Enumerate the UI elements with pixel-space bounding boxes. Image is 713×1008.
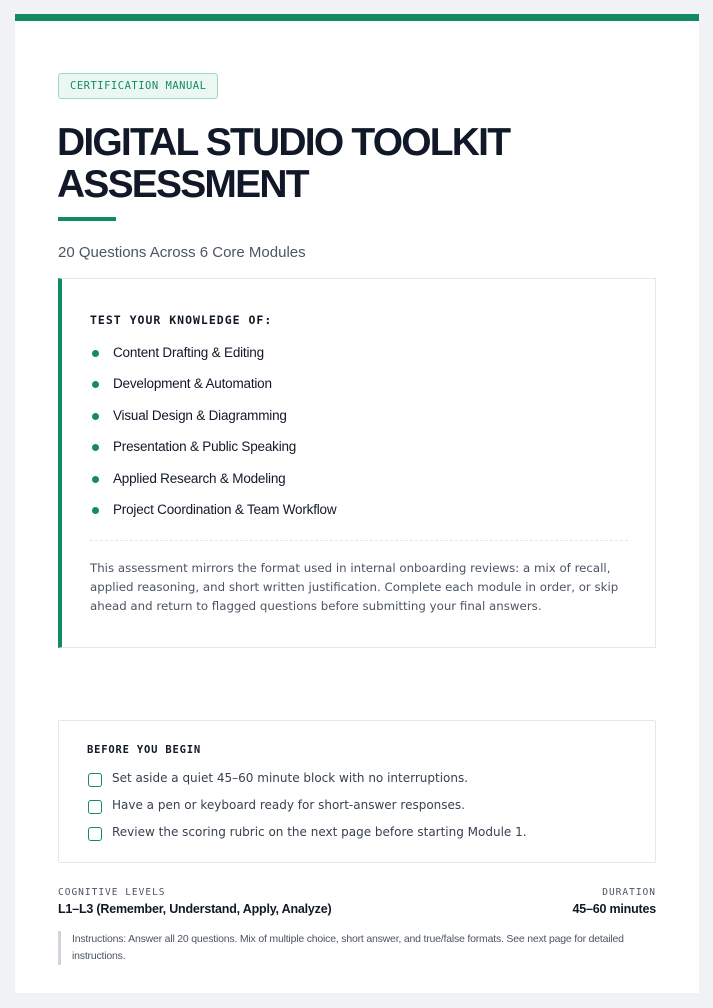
checkbox-icon[interactable] <box>88 773 102 787</box>
duration-value: 45–60 minutes <box>572 902 656 916</box>
checkbox-icon[interactable] <box>88 800 102 814</box>
knowledge-item-label: Development & Automation <box>113 376 272 392</box>
knowledge-item-label: Applied Research & Modeling <box>113 470 286 486</box>
cognitive-levels-value: L1–L3 (Remember, Understand, Apply, Analyze) <box>58 902 332 916</box>
top-accent-bar <box>15 14 699 21</box>
knowledge-item-label: Content Drafting & Editing <box>113 345 264 360</box>
title-underline <box>58 217 116 221</box>
knowledge-item <box>90 343 336 374</box>
bullet-icon <box>92 381 99 388</box>
knowledge-divider <box>90 540 628 541</box>
knowledge-item <box>90 374 336 405</box>
instructions-note: Instructions: Answer all 20 questions. Mix of multiple choice, short answer, and true/false formats. See next page for detailed instructions. <box>58 931 656 965</box>
page-title: DIGITAL STUDIO TOOLKIT ASSESSMENT <box>57 121 510 206</box>
bullet-icon <box>92 350 99 357</box>
checklist-item-label: Have a pen or keyboard ready for short-answer responses. <box>112 798 465 812</box>
knowledge-note: This assessment mirrors the format used in internal onboarding reviews: a mix of recall, applied reasoning, and short written justification. Complete each module in order, or skip ahead and return to flagged questions before submitting your final answers. <box>90 561 619 613</box>
checklist-item-label: Review the scoring rubric on the next page before starting Module 1. <box>112 825 527 839</box>
knowledge-item <box>90 469 336 500</box>
bullet-icon <box>92 444 99 451</box>
checklist-item-label: Set aside a quiet 45–60 minute block with no interruptions. <box>112 771 469 785</box>
knowledge-list <box>90 343 336 531</box>
checklist-item[interactable] <box>87 770 527 797</box>
knowledge-item-label: Project Coordination & Team Workflow <box>113 501 337 517</box>
knowledge-item-label: Presentation & Public Speaking <box>113 439 297 455</box>
before-you-begin-panel <box>58 720 656 863</box>
knowledge-item-label: Visual Design & Diagramming <box>113 407 287 423</box>
knowledge-item <box>90 437 336 468</box>
knowledge-heading: TEST YOUR KNOWLEDGE OF: <box>90 313 273 327</box>
before-you-begin-heading: BEFORE YOU BEGIN <box>87 744 201 756</box>
knowledge-item <box>90 500 336 531</box>
bullet-icon <box>92 507 99 514</box>
category-badge: CERTIFICATION MANUAL <box>58 73 218 99</box>
checklist-item[interactable] <box>87 797 527 824</box>
knowledge-panel <box>58 278 656 648</box>
bullet-icon <box>92 413 99 420</box>
cognitive-levels-label: COGNITIVE LEVELS <box>58 887 166 898</box>
bullet-icon <box>92 476 99 483</box>
checklist <box>87 770 527 851</box>
page-subtitle: 20 Questions Across 6 Core Modules <box>58 244 306 261</box>
knowledge-item <box>90 406 336 437</box>
checklist-item[interactable] <box>87 824 527 851</box>
duration-label: DURATION <box>602 887 656 898</box>
checkbox-icon[interactable] <box>88 827 102 841</box>
manual-page <box>15 14 699 993</box>
